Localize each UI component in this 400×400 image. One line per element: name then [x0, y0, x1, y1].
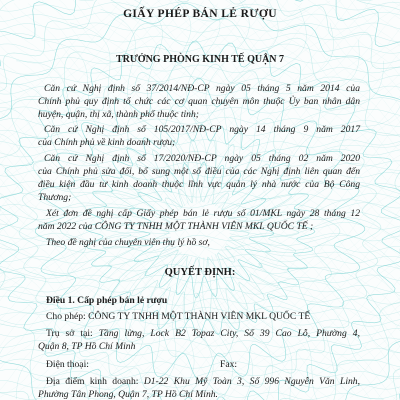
proposal-line: Theo đề nghị của chuyên viên thụ lý hồ sơ,: [46, 237, 210, 248]
basis-decree2-line1: Căn cứ Nghị định số 105/2017/NĐ-CP ngày 14 tháng 9 năm 2017: [44, 124, 360, 135]
decision-heading: QUYẾT ĐỊNH:: [164, 267, 236, 278]
business-location-value-line2: Phường Tân Phong, Quận 7, TP Hồ Chí Minh.: [38, 389, 218, 400]
headquarters-row-1: [46, 327, 360, 340]
business-location-label: Địa điểm kinh doanh:: [46, 376, 139, 387]
headquarters-value-line2: Quận 8, TP Hồ Chí Minh: [38, 341, 136, 352]
basis-decree3-line3: điều kiện đầu tư kinh doanh thuộc lĩnh vực quản lý nhà nước của Bộ Công: [38, 179, 360, 190]
licensee-row: [46, 310, 310, 323]
phone-label: Điện thoại:: [46, 359, 89, 370]
business-location-value-line1: D1-22 Khu Mỹ Toàn 3, Số 996 Nguyễn Văn Linh,: [143, 376, 360, 387]
document-title: GIẤY PHÉP BÁN LẺ RƯỢU: [123, 8, 277, 20]
basis-decree3-line2: của Chính phủ sửa đổi, bổ sung một số điều của các Nghị định liên quan đến: [38, 166, 360, 177]
licensee-value: CÔNG TY TNHH MỘT THÀNH VIÊN MKL QUỐC TẾ: [88, 311, 311, 322]
headquarters-label: Trụ sở tại:: [46, 328, 93, 339]
application-line2: năm 2022 của CÔNG TY TNHH MỘT THÀNH VIÊN MKL QUỐC TẾ ;: [38, 221, 314, 232]
basis-decree1-line3: huyện, quận, thị xã, thành phố thuộc tỉnh;: [38, 109, 199, 120]
basis-decree3-line1: Căn cứ Nghị định số 17/2020/NĐ-CP ngày 05 tháng 02 năm 2020: [44, 153, 360, 164]
basis-decree3-line4: Thương;: [38, 192, 72, 203]
basis-decree1-line1: Căn cứ Nghị định số 37/2014/NĐ-CP ngày 05 tháng 5 năm 2014 của: [44, 83, 360, 94]
business-location-row-1: [46, 375, 360, 388]
licensee-label: Cho phép:: [46, 311, 86, 322]
headquarters-value-line1: Tầng lửng, Lock B2 Topaz City, Số 39 Cao Lỗ, Phường 4,: [98, 328, 360, 339]
issuer-heading: TRƯỞNG PHÒNG KINH TẾ QUẬN 7: [115, 54, 285, 65]
basis-decree2-line2: của Chính phủ về kinh doanh rượu;: [38, 137, 176, 148]
article1-heading: Điều 1. Cấp phép bán lẻ rượu: [46, 295, 168, 306]
basis-decree1-line2: Chính phủ quy định tổ chức các cơ quan chuyên môn thuộc Ủy ban nhân dân: [38, 96, 360, 107]
application-line1: Xét đơn đề nghị cấp Giấy phép bán lẻ rượu số 01/MKL ngày 28 tháng 12: [46, 208, 360, 219]
fax-label: Fax:: [220, 359, 238, 370]
